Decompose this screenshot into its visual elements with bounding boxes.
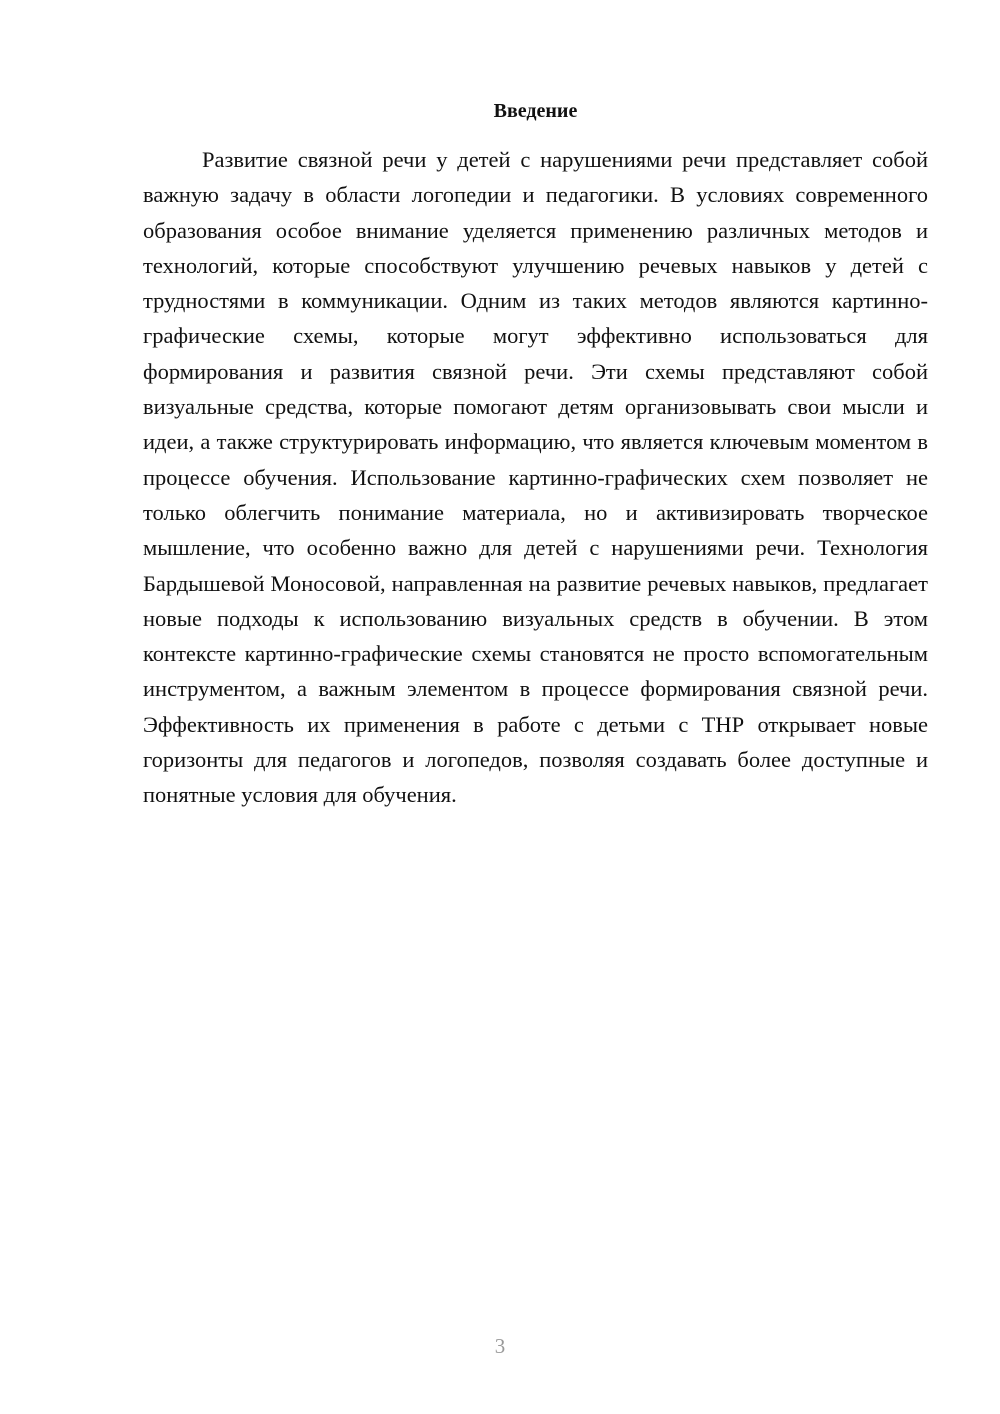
page-number: 3: [494, 1334, 506, 1358]
section-heading: Введение: [493, 100, 578, 122]
body-paragraph: Развитие связной речи у детей с нарушениями речи представляет собой важную задачу в области логопедии и педагогики. В условиях современного образования особое внимание уделяется применению различных методов и технологий, которые способствуют улучшению речевых навыков у детей с трудностями в коммуникации. Одним из таких методов являются картинно-графические схемы, которые могут эффективно использоваться для формирования и развития связной речи. Эти схемы представляют собой визуальные средства, которые помогают детям организовывать свои мысли и идеи, а также структурировать информацию, что является ключевым моментом в процессе обучения. Использование картинно-графических схем позволяет не только облегчить понимание материала, но и активизировать творческое мышление, что особенно важно для детей с нарушениями речи. Технология Бардышевой Моносовой, направленная на развитие речевых навыков, предлагает новые подходы к использованию визуальных средств в обучении. В этом контексте картинно-графические схемы становятся не просто вспомогательным инструментом, а важным элементом в процессе формирования связной речи. Эффективность их применения в работе с детьми с ТНР открывает новые горизонты для педагогов и логопедов, позволяя создавать более доступные и понятные условия для обучения.: [143, 147, 928, 808]
